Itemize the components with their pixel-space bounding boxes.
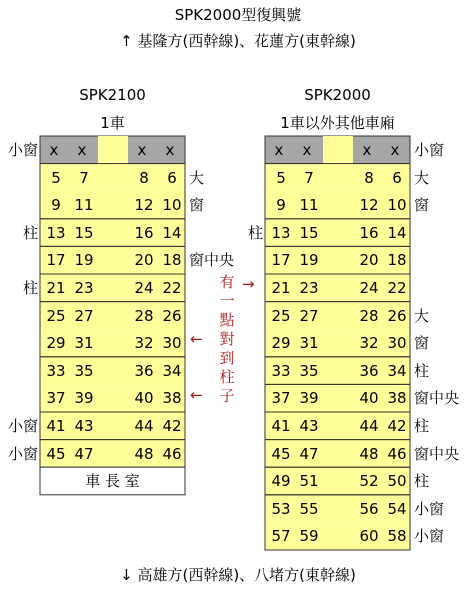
direction-bottom: ↓ 高雄方(西幹線)、八堵方(東幹線) [120, 566, 356, 584]
right_car-seat-number: 17 [271, 251, 291, 270]
left_car-seat-number: 11 [74, 196, 94, 215]
left_car-seat-number: 33 [46, 361, 66, 380]
left-car-side-note: 小窗 [7, 444, 38, 463]
left_car-seat-number: 5 [51, 168, 61, 187]
right_car-seat-number: 38 [387, 389, 407, 408]
left_car-seat-number: 17 [46, 251, 66, 270]
left_car-seat-number: 20 [134, 251, 154, 270]
right_car-seat-number: 53 [271, 499, 291, 518]
right-car-side-note: 柱 [414, 417, 430, 435]
left_car-seat-number: 44 [134, 417, 154, 435]
right_car-seat-number: 29 [271, 334, 291, 353]
right_car-header-mark: x [390, 141, 400, 159]
right_car-seat-number: 15 [299, 223, 319, 242]
right_car-seat-number: 12 [359, 196, 379, 215]
left_car-seat-number: 21 [46, 279, 66, 297]
right_car-seat-number: 48 [359, 444, 379, 463]
right_car-seat-number: 30 [387, 334, 407, 353]
right_car-seat-number: 24 [359, 279, 379, 297]
right_car-seat-number: 25 [271, 306, 291, 325]
left_car-seat-number: 35 [74, 361, 94, 380]
left_car-seat-number: 28 [134, 306, 154, 325]
right_car-seat-number: 60 [359, 527, 379, 546]
right_car-seat-number: 27 [299, 306, 319, 325]
annotation-char: 對 [219, 330, 235, 348]
right_car-seat-number: 45 [271, 444, 291, 463]
left_car-seat-number: 45 [46, 444, 66, 463]
left_car-seat-number: 32 [134, 334, 154, 353]
right_car-seat-number: 39 [299, 389, 319, 408]
left_car-seat-number: 25 [46, 306, 66, 325]
left_car-seat-number: 15 [74, 223, 94, 242]
left-car-label: 1車 [100, 114, 125, 132]
right_car-seat-number: 23 [299, 279, 319, 297]
right_car-seat-number: 52 [359, 472, 379, 491]
right-car-side-note: 柱 [247, 223, 263, 242]
left_car-seat-number: 16 [134, 223, 154, 242]
right_car-header-mark: x [274, 141, 284, 159]
right_car-header-aisle [323, 136, 353, 164]
right_car-seat-number: 36 [359, 361, 379, 380]
right-car-side-note: 大 [414, 306, 430, 325]
left_car-seat-number: 37 [46, 389, 66, 408]
right_car-seat-number: 19 [299, 251, 319, 270]
right_car-seat-number: 33 [271, 361, 291, 380]
left-car-side-note: 小窗 [7, 141, 38, 159]
right_car-seat-number: 28 [359, 306, 379, 325]
right_car-seat-number: 49 [271, 472, 291, 491]
right_car-seat-number: 35 [299, 361, 319, 380]
left-car-side-note: 窗中央 [189, 251, 235, 270]
left_car-conductor-room: 車 長 室 [85, 472, 140, 491]
right_car-seat-number: 21 [271, 279, 291, 297]
left_car-seat-number: 48 [134, 444, 154, 463]
right_car-seat-number: 16 [359, 223, 379, 242]
right_car-seat-number: 14 [387, 223, 407, 242]
right_car-seat-number: 41 [271, 417, 291, 435]
left_car-seat-number: 24 [134, 279, 154, 297]
right_car-seat-number: 37 [271, 389, 291, 408]
left_car-seat-number: 10 [162, 196, 182, 215]
left_car-seat-number: 6 [167, 168, 177, 187]
left_car-seat-number: 42 [162, 417, 182, 435]
annotation-char: 柱 [219, 368, 235, 386]
right_car-seat-number: 31 [299, 334, 319, 353]
left_car-seat-number: 7 [79, 168, 89, 187]
right-car-label: 1車以外其他車廂 [280, 114, 395, 132]
left_car-header-mark: x [49, 141, 59, 159]
left_car-seat-number: 30 [162, 334, 182, 353]
right_car-seat-number: 47 [299, 444, 319, 463]
left_car-seat-number: 14 [162, 223, 182, 242]
right_car-seat-number: 56 [359, 499, 379, 518]
right_car-seat-number: 43 [299, 417, 319, 435]
annotation-arrow-left-2: ← [190, 386, 203, 404]
left-car-model: SPK2100 [79, 86, 146, 104]
right_car-seat-number: 54 [387, 499, 407, 518]
annotation-char: 有 [219, 273, 235, 291]
left_car-seat-number: 34 [162, 361, 182, 380]
right_car-seat-number: 5 [276, 168, 286, 187]
annotation-arrow-left-1: ← [190, 330, 203, 348]
right_car-seat-number: 51 [299, 472, 319, 491]
right_car-seat-number: 22 [387, 279, 407, 297]
right_car-seat-number: 32 [359, 334, 379, 353]
right_car-seat-number: 42 [387, 417, 407, 435]
annotation-arrow-right: → [242, 275, 255, 293]
left_car-seat-number: 47 [74, 444, 94, 463]
left_car-seat-number: 23 [74, 279, 94, 297]
right-car-side-note: 小窗 [414, 141, 445, 159]
right_car-seat-number: 44 [359, 417, 379, 435]
left_car-seat-number: 19 [74, 251, 94, 270]
right-car-model: SPK2000 [304, 86, 371, 104]
right-car-side-note: 小窗 [414, 499, 445, 518]
right_car-seat-number: 55 [299, 499, 319, 518]
left_car-seat-number: 26 [162, 306, 182, 325]
right_car-seat-number: 10 [387, 196, 407, 215]
right_car-seat-number: 13 [271, 223, 291, 242]
annotation-char: 子 [219, 387, 235, 405]
right_car-seat-number: 6 [392, 168, 402, 187]
left_car-seat-number: 8 [139, 168, 149, 187]
left-car-side-note: 柱 [22, 279, 38, 297]
left-car-side-note: 柱 [22, 223, 38, 242]
right-car-side-note: 柱 [414, 472, 430, 491]
right_car-seat-number: 18 [387, 251, 407, 270]
left_car-seat-number: 13 [46, 223, 66, 242]
right_car-header-mark: x [362, 141, 372, 159]
right_car-seat-number: 7 [304, 168, 314, 187]
left_car-seat-number: 27 [74, 306, 94, 325]
right-car-side-note: 窗中央 [414, 444, 460, 463]
left_car-seat-number: 38 [162, 389, 182, 408]
left_car-seat-number: 31 [74, 334, 94, 353]
right_car-seat-number: 26 [387, 306, 407, 325]
annotation-char: 到 [219, 349, 235, 367]
right_car-seat-number: 46 [387, 444, 407, 463]
right_car-seat-number: 9 [276, 196, 286, 215]
right-car-side-note: 窗 [414, 334, 430, 353]
left_car-seat-number: 29 [46, 334, 66, 353]
left_car-header-mark: x [77, 141, 87, 159]
left_car-header-mark: x [165, 141, 175, 159]
right_car-seat-number: 57 [271, 527, 291, 546]
left-car-side-note: 窗 [189, 196, 205, 215]
right_car-header-mark: x [302, 141, 312, 159]
left_car-seat-number: 39 [74, 389, 94, 408]
right-car-side-note: 窗 [414, 196, 430, 215]
right_car-seat-number: 11 [299, 196, 319, 215]
left_car-seat-number: 41 [46, 417, 66, 435]
left_car-seat-number: 22 [162, 279, 182, 297]
annotation-char: 點 [219, 311, 235, 329]
right_car-seat-number: 34 [387, 361, 407, 380]
right_car-seat-number: 8 [364, 168, 374, 187]
right-car-side-note: 窗中央 [414, 389, 460, 408]
left_car-seat-number: 18 [162, 251, 182, 270]
annotation-char: 一 [219, 292, 235, 310]
left-car-side-note: 小窗 [7, 417, 38, 435]
right_car-seat-number: 20 [359, 251, 379, 270]
right-car-side-note: 大 [414, 168, 430, 187]
left_car-seat-number: 43 [74, 417, 94, 435]
right_car-seat-number: 40 [359, 389, 379, 408]
right-car-side-note: 柱 [414, 361, 430, 380]
diagram-title: SPK2000型復興號 [174, 6, 302, 24]
left_car-header-aisle [98, 136, 128, 164]
left_car-seat-number: 9 [51, 196, 61, 215]
left_car-seat-number: 40 [134, 389, 154, 408]
direction-top: ↑ 基隆方(西幹線)、花蓮方(東幹線) [120, 32, 356, 50]
left_car-seat-number: 36 [134, 361, 154, 380]
left-car-side-note: 大 [189, 168, 205, 187]
right_car-seat-number: 50 [387, 472, 407, 491]
right_car-seat-number: 59 [299, 527, 319, 546]
left_car-seat-number: 46 [162, 444, 182, 463]
right_car-seat-number: 58 [387, 527, 407, 546]
right-car-side-note: 小窗 [414, 527, 445, 546]
left_car-seat-number: 12 [134, 196, 154, 215]
left_car-header-mark: x [137, 141, 147, 159]
